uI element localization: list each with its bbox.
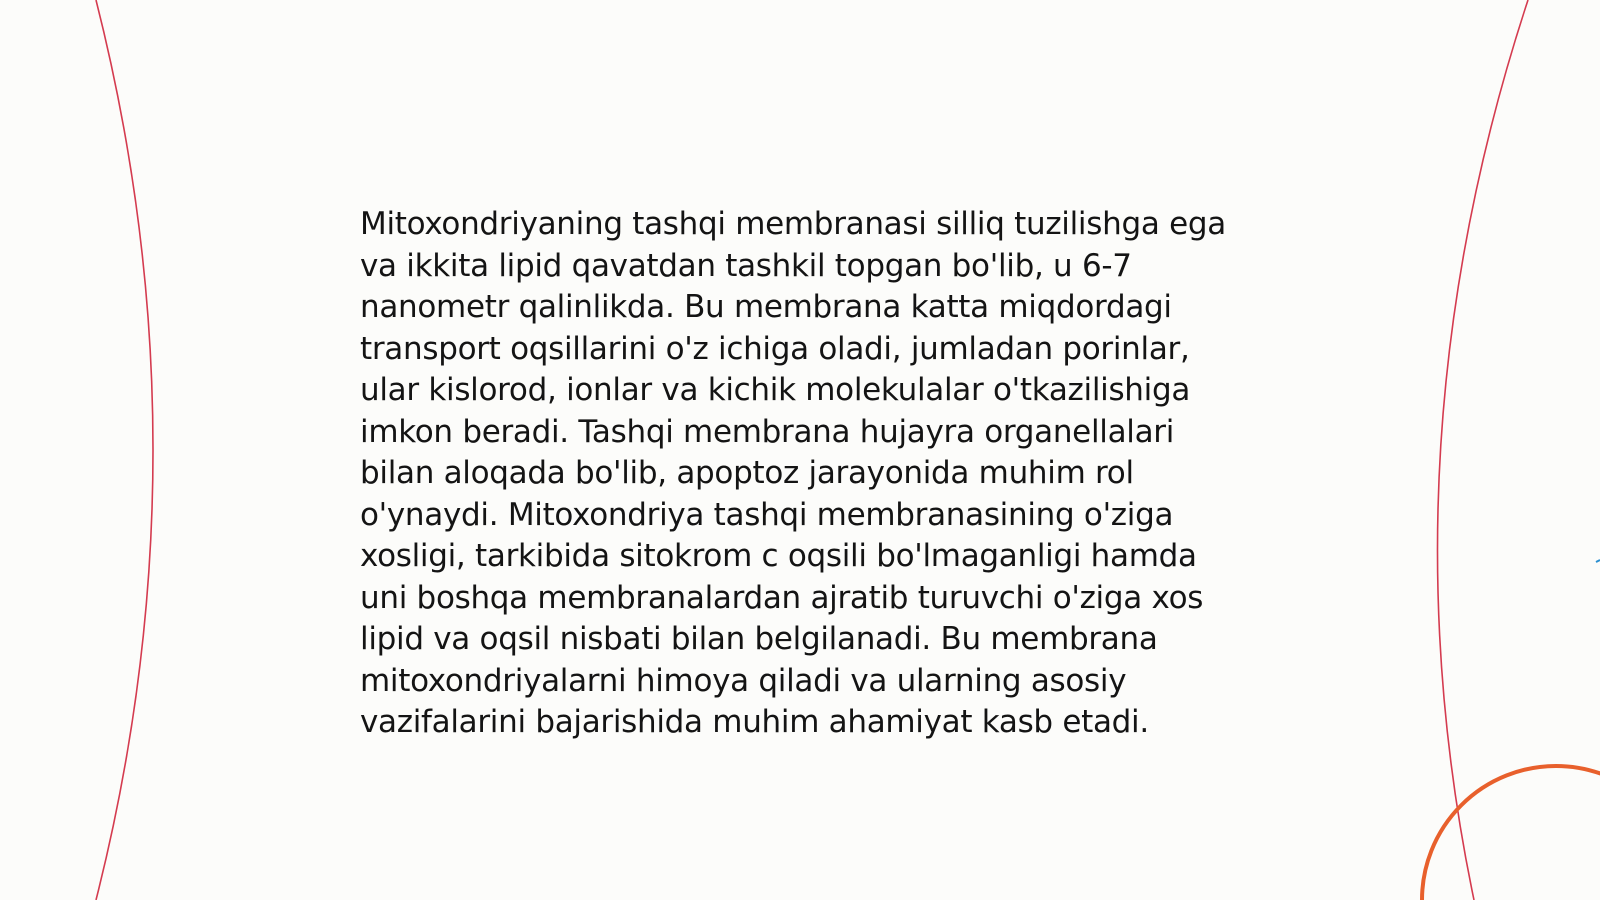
left-border-curve bbox=[96, 0, 153, 900]
accent-circle bbox=[1422, 766, 1600, 900]
accent-tick bbox=[1596, 560, 1600, 562]
right-border-curve bbox=[1437, 0, 1528, 900]
slide-body-text: Mitoxondriyaning tashqi membranasi silliq tuzilishga ega va ikkita lipid qavatdan tashkil topgan bo'lib, u 6-7 nanometr qalinlikda. Bu membrana katta miqdordagi transport oqsillarini o'z ichiga oladi, jumladan porinlar, ular kislorod, ionlar va kichik molekulalar o'tkazilishiga imkon beradi. Tashqi membrana hujayra organellalari bilan aloqada bo'lib, apoptoz jarayonida muhim rol o'ynaydi. Mitoxondriya tashqi membranasining o'ziga xosligi, tarkibida sitokrom c oqsili bo'lmaganligi hamda uni boshqa membranalardan ajratib turuvchi o'ziga xos lipid va oqsil nisbati bilan belgilanadi. Bu membrana mitoxondriyalarni himoya qiladi va ularning asosiy vazifalarini bajarishida muhim ahamiyat kasb etadi. bbox=[360, 206, 1226, 740]
